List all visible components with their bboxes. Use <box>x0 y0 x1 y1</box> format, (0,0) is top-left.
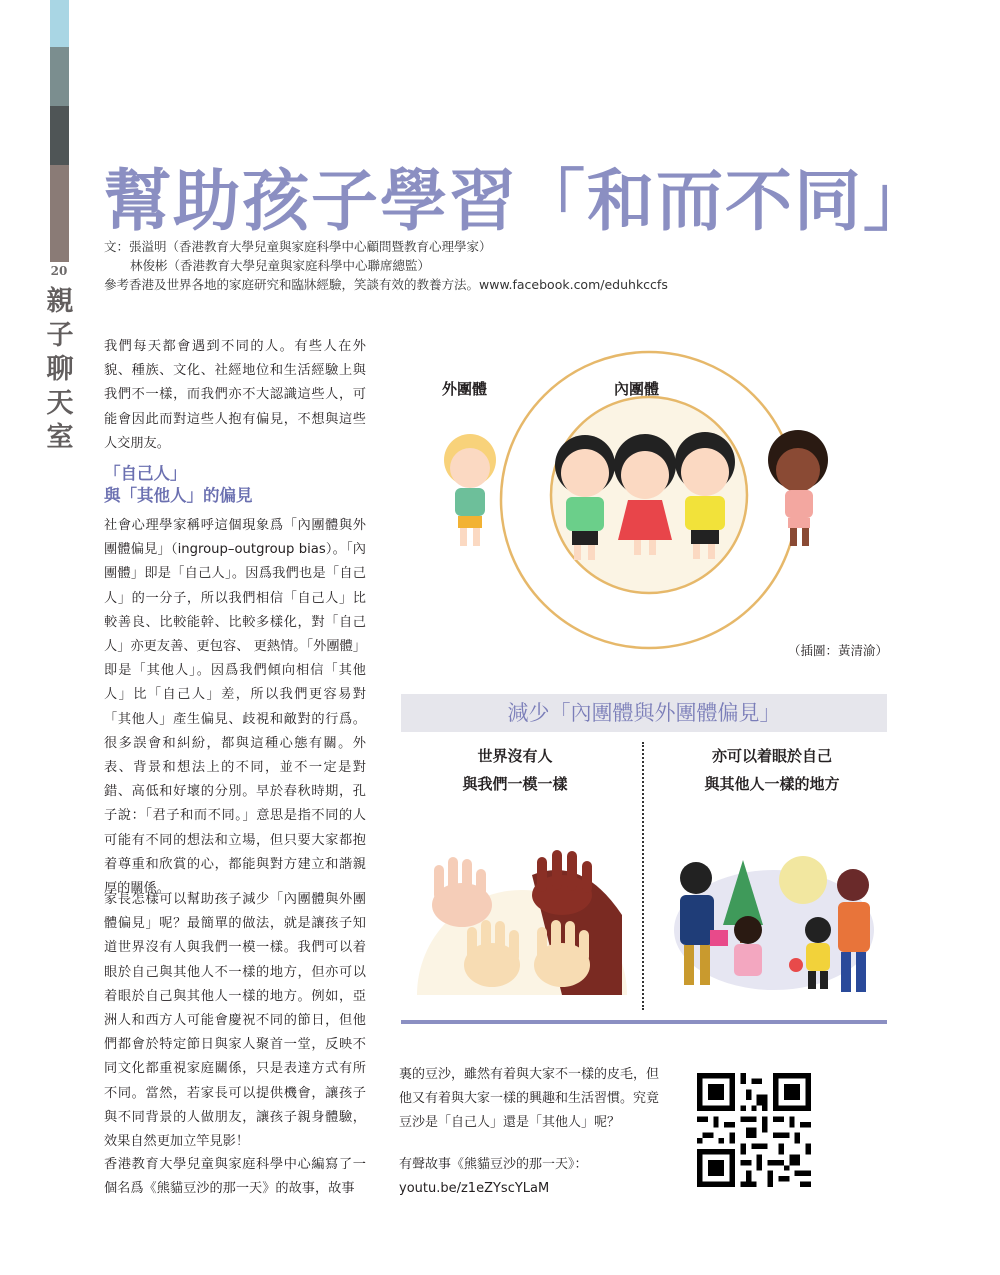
outgroup-label: 外團體 <box>442 380 488 398</box>
sidebar-strip-1 <box>50 0 69 47</box>
hands-illustration <box>412 835 632 995</box>
byline-tagline: 參考香港及世界各地的家庭研究和臨牀經驗，笑談有效的教養方法。www.facebook.com/eduhkccfs <box>104 277 668 292</box>
sidebar-strip-3 <box>50 106 69 165</box>
box-title: 減少「內團體與外團體偏見」 <box>401 694 887 732</box>
audio-story-label: 有聲故事《熊貓豆沙的那一天》： <box>399 1157 588 1172</box>
story-continuation: 裏的豆沙，雖然有着與大家不一樣的皮毛，但他又有着與大家一樣的興趣和生活習慣。究竟豆沙是「自己人」還是「其他人」呢？ <box>399 1067 660 1130</box>
box-left-heading: 世界沒有人 與我們一模一樣 <box>462 747 568 793</box>
sidebar-strip-4 <box>50 165 69 262</box>
box-right-heading: 亦可以着眼於自己 與其他人一樣的地方 <box>704 747 840 793</box>
outgroup-child-left <box>444 434 496 546</box>
illustration-credit: （插圖：黃清渝） <box>788 643 889 658</box>
qr-code[interactable] <box>697 1073 811 1187</box>
box-bottom-rule <box>401 1020 887 1024</box>
page-number: 20 <box>48 262 70 280</box>
sidebar-strip-2 <box>50 47 69 106</box>
ingroup-label: 內團體 <box>614 380 660 398</box>
body-paragraph-2: 社會心理學家稱呼這個現象爲「內團體與外團體偏見」（ingroup–outgroup bias）。「內團體」即是「自己人」。因爲我們也是「自己人」的一分子，所以我們相信「自己人」比較善良、比較能幹、比較多樣化，對「自己人」亦更友善、更包容、 更熱情。「外團體」即是「其他人」。因爲我們傾向相信「其他人」比「自己人」差，所以我們更容易對「其他人」產生偏見、歧視和敵對的行爲。很多誤會和糾紛，都與這種心態有關。外表、背景和想法上的不同，並不一定是對錯、高低和好壞的分別。早於春秋時期，孔子說：「君子和而不同。」意思是指不同的人可能有不同的想法和立場，但只要大家都抱着尊重和欣賞的心，都能與對方建立和諧親厚的關係。 <box>104 518 366 897</box>
intro-paragraph: 我們每天都會遇到不同的人。有些人在外貌、種族、文化、社經地位和生活經驗上與我們不一樣，而我們亦不大認識這些人，可能會因此而對這些人抱有偏見，不想與這些人交朋友。 <box>104 339 366 451</box>
audio-story-link[interactable]: youtu.be/z1eZYscYLaM <box>399 1181 550 1196</box>
article-title: 幫助孩子學習「和而不同」 <box>104 161 932 240</box>
box-divider <box>642 742 644 1010</box>
family-festival-illustration <box>668 850 880 1000</box>
byline-author1: 文：張溢明（香港教育大學兒童與家庭科學中心顧問暨教育心理學家） <box>104 239 492 254</box>
section-title: 親 子 聊 天 室 <box>46 286 74 453</box>
body-paragraph-3: 家長怎樣可以幫助孩子減少「內團體與外團體偏見」呢？最簡單的做法，就是讓孩子知道世界沒有人與我們一模一樣。我們可以着眼於自己與其他人不一樣的地方，但亦可以着眼於自己與其他人一樣的地方。例如，亞洲人和西方人可能會慶祝不同的節日，但他們都會於特定節日與家人聚首一堂，反映不同文化都重視家庭關係，只是表達方式有所不同。當然，若家長可以提供機會，讓孩子與不同背景的人做朋友，讓孩子親身體驗，效果自然更加立竿見影！ <box>104 892 366 1150</box>
subhead-line2: 與「其他人」的偏見 <box>104 486 253 505</box>
body-paragraph-4: 香港教育大學兒童與家庭科學中心編寫了一個名爲《熊貓豆沙的那一天》的故事，故事 <box>104 1157 366 1197</box>
byline-author2: 林俊彬（香港教育大學兒童與家庭科學中心聯席總監） <box>130 258 431 273</box>
subhead-line1: 「自己人」 <box>104 464 187 483</box>
